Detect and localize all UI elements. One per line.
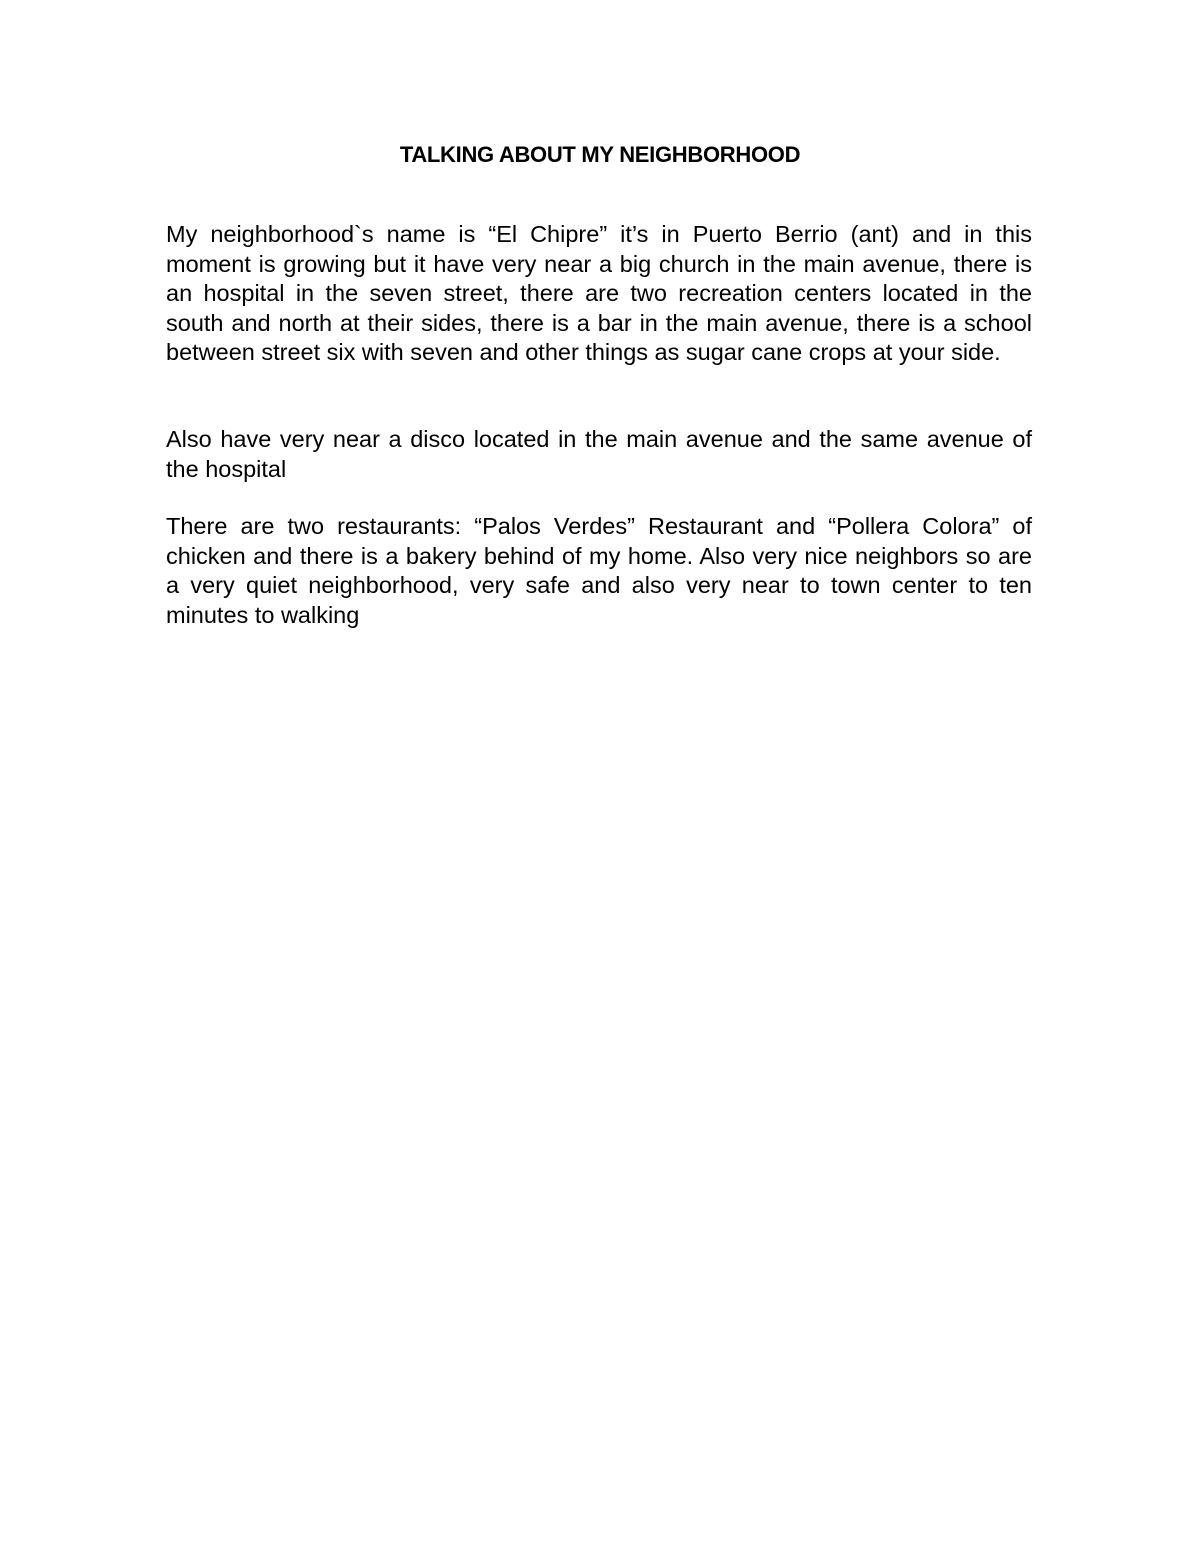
paragraph-2: Also have very near a disco located in the main avenue and the same avenue of the hospital — [166, 426, 1032, 482]
paragraph-3: There are two restaurants: “Palos Verdes” Restaurant and “Pollera Colora” of chicken and there is a bakery behind of my home. Also very nice neighbors so are a very quiet neighborhood, very safe and also very near to town center to ten minutes to walking — [166, 513, 1032, 628]
paragraph-1: My neighborhood`s name is “El Chipre” it’s in Puerto Berrio (ant) and in this moment is growing but it have very near a big church in the main avenue, there is an hospital in the seven street, there are two recreation centers located in the south and north at their sides, there is a bar in the main avenue, there is a school between street six with seven and other things as sugar cane crops at your side. — [166, 221, 1032, 365]
document-title: TALKING ABOUT MY NEIGHBORHOOD — [399, 142, 801, 167]
